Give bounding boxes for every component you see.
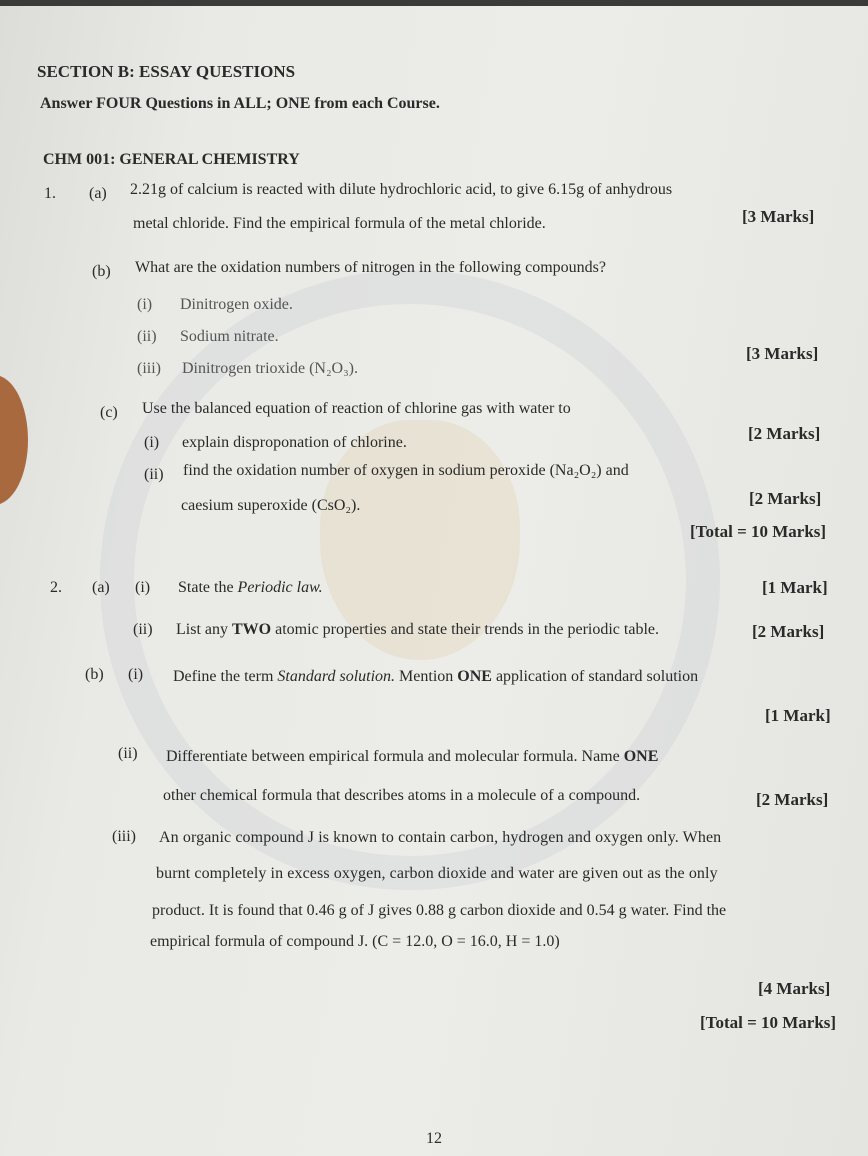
finger-shadow (0, 375, 28, 505)
q1c-ii-line1: find the oxidation number of oxygen in sodium peroxide (Na₂O₂) and (183, 462, 629, 479)
q2-number: 2. (50, 579, 62, 596)
q2a-ii-text: List any TWO atomic properties and state their trends in the periodic table. (176, 621, 659, 638)
q2-total: [Total = 10 Marks] (700, 1013, 837, 1032)
q1c-ii-num: (ii) (144, 466, 164, 483)
q2b-iii-num: (iii) (112, 828, 136, 845)
q1b-iii-num: (iii) (137, 360, 161, 377)
q1c-ii-marks: [2 Marks] (749, 489, 822, 508)
q1a-marks: [3 Marks] (742, 207, 815, 226)
q1c-i-text: explain disproponation of chlorine. (182, 434, 407, 451)
q2b-ii-line1: Differentiate between empirical formula and molecular formula. Name ONE (166, 748, 659, 765)
instruction: Answer FOUR Questions in ALL; ONE from each Course. (40, 95, 440, 112)
q1c-ii-line2: caesium superoxide (CsO₂). (181, 497, 361, 514)
q1b-i-text: Dinitrogen oxide. (180, 296, 293, 313)
q2a-ii-num: (ii) (133, 621, 153, 638)
q1b-marks: [3 Marks] (746, 344, 819, 363)
q2b-iii-line1: An organic compound J is known to contain carbon, hydrogen and oxygen only. When (159, 829, 722, 846)
q1b-ii-text: Sodium nitrate. (180, 328, 279, 345)
q2b-ii-marks: [2 Marks] (756, 790, 829, 809)
q2a-i-text: State the Periodic law. (178, 579, 323, 596)
q2b-iii-line4: empirical formula of compound J. (C = 12.0, O = 16.0, H = 1.0) (150, 933, 560, 950)
q1c-label: (c) (100, 404, 118, 421)
q1b-iii-text: Dinitrogen trioxide (N₂O₃). (182, 360, 359, 377)
q2a-i-num: (i) (135, 579, 151, 596)
course-title: CHM 001: GENERAL CHEMISTRY (43, 151, 300, 168)
q1b-ii-num: (ii) (137, 328, 157, 345)
q1b-label: (b) (92, 263, 111, 280)
q2b-ii-num: (ii) (118, 745, 138, 762)
q1b-i-num: (i) (137, 296, 153, 313)
q1-number: 1. (44, 185, 56, 202)
q2b-i-num: (i) (128, 666, 144, 683)
q2b-i-text: Define the term Standard solution. Mention ONE application of standard solution (173, 668, 699, 685)
q2b-ii-line2: other chemical formula that describes atoms in a molecule of a compound. (163, 787, 641, 804)
page-number: 12 (426, 1130, 442, 1147)
q1a-line1: 2.21g of calcium is reacted with dilute hydrochloric acid, to give 6.15g of anhydrous (130, 181, 673, 198)
q1a-line2: metal chloride. Find the empirical formula of the metal chloride. (133, 215, 546, 232)
q2b-iii-marks: [4 Marks] (758, 979, 831, 998)
q2a-label: (a) (92, 579, 110, 596)
q1c-i-num: (i) (144, 434, 160, 451)
q2b-label: (b) (85, 666, 104, 683)
q1c-text: Use the balanced equation of reaction of chlorine gas with water to (142, 400, 571, 417)
q2a-ii-marks: [2 Marks] (752, 622, 825, 641)
q2b-iii-line3: product. It is found that 0.46 g of J gives 0.88 g carbon dioxide and 0.54 g water. Find the (152, 902, 727, 919)
q1a-label: (a) (89, 185, 107, 202)
q2a-i-marks: [1 Mark] (762, 578, 828, 597)
q1c-i-marks: [2 Marks] (748, 424, 821, 443)
section-heading: SECTION B: ESSAY QUESTIONS (37, 62, 296, 81)
q1-total: [Total = 10 Marks] (690, 522, 827, 541)
q2b-i-marks: [1 Mark] (765, 706, 831, 725)
q1b-text: What are the oxidation numbers of nitrogen in the following compounds? (135, 259, 606, 276)
page-top-edge (0, 0, 868, 6)
q2b-iii-line2: burnt completely in excess oxygen, carbon dioxide and water are given out as the only (156, 865, 718, 882)
